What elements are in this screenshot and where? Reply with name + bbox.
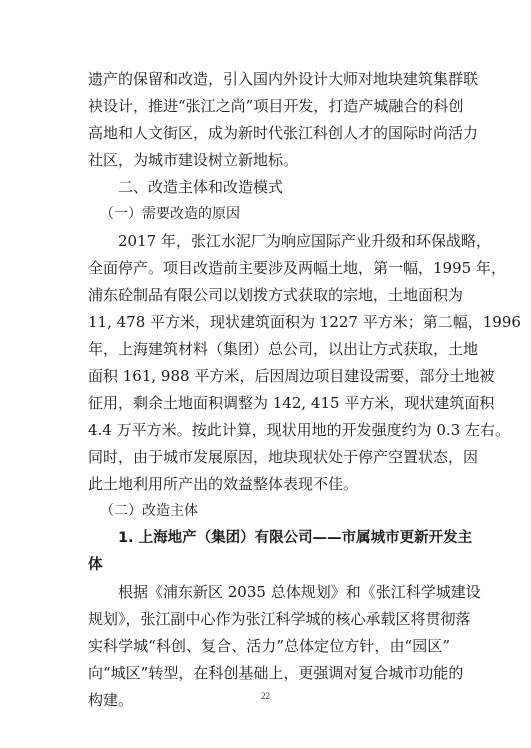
paragraph-line: 根据《浦东新区 2035 总体规划》和《张江科学城建设 (118, 583, 481, 601)
paragraph-line: 全面停产。项目改造前主要涉及两幅土地，第一幅，1995 年， (88, 259, 506, 277)
paragraph-line: 此土地利用所产出的效益整体表现不佳。 (88, 475, 359, 493)
subsection-heading: （二）改造主体 (100, 503, 198, 519)
paragraph-line: 社区，为城市建设树立新地标。 (88, 151, 299, 169)
paragraph-line: 2017 年，张江水泥厂为响应国际产业升级和环保战略， (118, 232, 491, 250)
page-number: 22 (261, 691, 270, 701)
bold-heading: 1. 上海地产（集团）有限公司——市属城市更新开发主 (118, 530, 473, 546)
bold-heading: 体 (88, 557, 103, 573)
paragraph-line: 高地和人文街区，成为新时代张江科创人才的国际时尚活力 (88, 124, 479, 142)
paragraph-line: 同时，由于城市发展原因，地块现状处于停产空置状态，因 (88, 448, 479, 466)
paragraph-line: 袂设计，推进“张江之尚”项目开发，打造产城融合的科创 (88, 97, 464, 115)
paragraph-line: 遗产的保留和改造，引入国内外设计大师对地块建筑集群联 (88, 70, 479, 88)
document-body (88, 66, 521, 714)
paragraph-line: 征用，剩余土地面积调整为 142, 415 平方米，现状建筑面积 (88, 394, 495, 412)
subsection-heading: （一）需要改造的原因 (100, 206, 240, 222)
paragraph-line: 浦东砼制品有限公司以划拨方式获取的宗地，土地面积为 (88, 286, 464, 304)
paragraph-line: 构建。 (88, 691, 134, 709)
paragraph-line: 11, 478 平方米，现状建筑面积为 1227 平方米；第二幅，1996 (88, 313, 521, 331)
paragraph-line: 向“城区”转型，在科创基础上，更强调对复合城市功能的 (88, 664, 464, 682)
paragraph-line: 4.4 万平方米。按此计算，现状用地的开发强度约为 0.3 左右。 (88, 421, 511, 439)
paragraph-line: 实科学城“科创、复合、活力”总体定位方针，由“园区” (88, 637, 450, 655)
paragraph-line: 年，上海建筑材料（集团）总公司，以出让方式获取，土地 (88, 340, 479, 358)
paragraph-line: 规划》，张江副中心作为张江科学城的核心承载区将贯彻落 (88, 610, 471, 628)
paragraph-line: 面积 161, 988 平方米，后因周边项目建设需要，部分土地被 (88, 367, 495, 385)
section-heading: 二、改造主体和改造模式 (118, 178, 284, 196)
